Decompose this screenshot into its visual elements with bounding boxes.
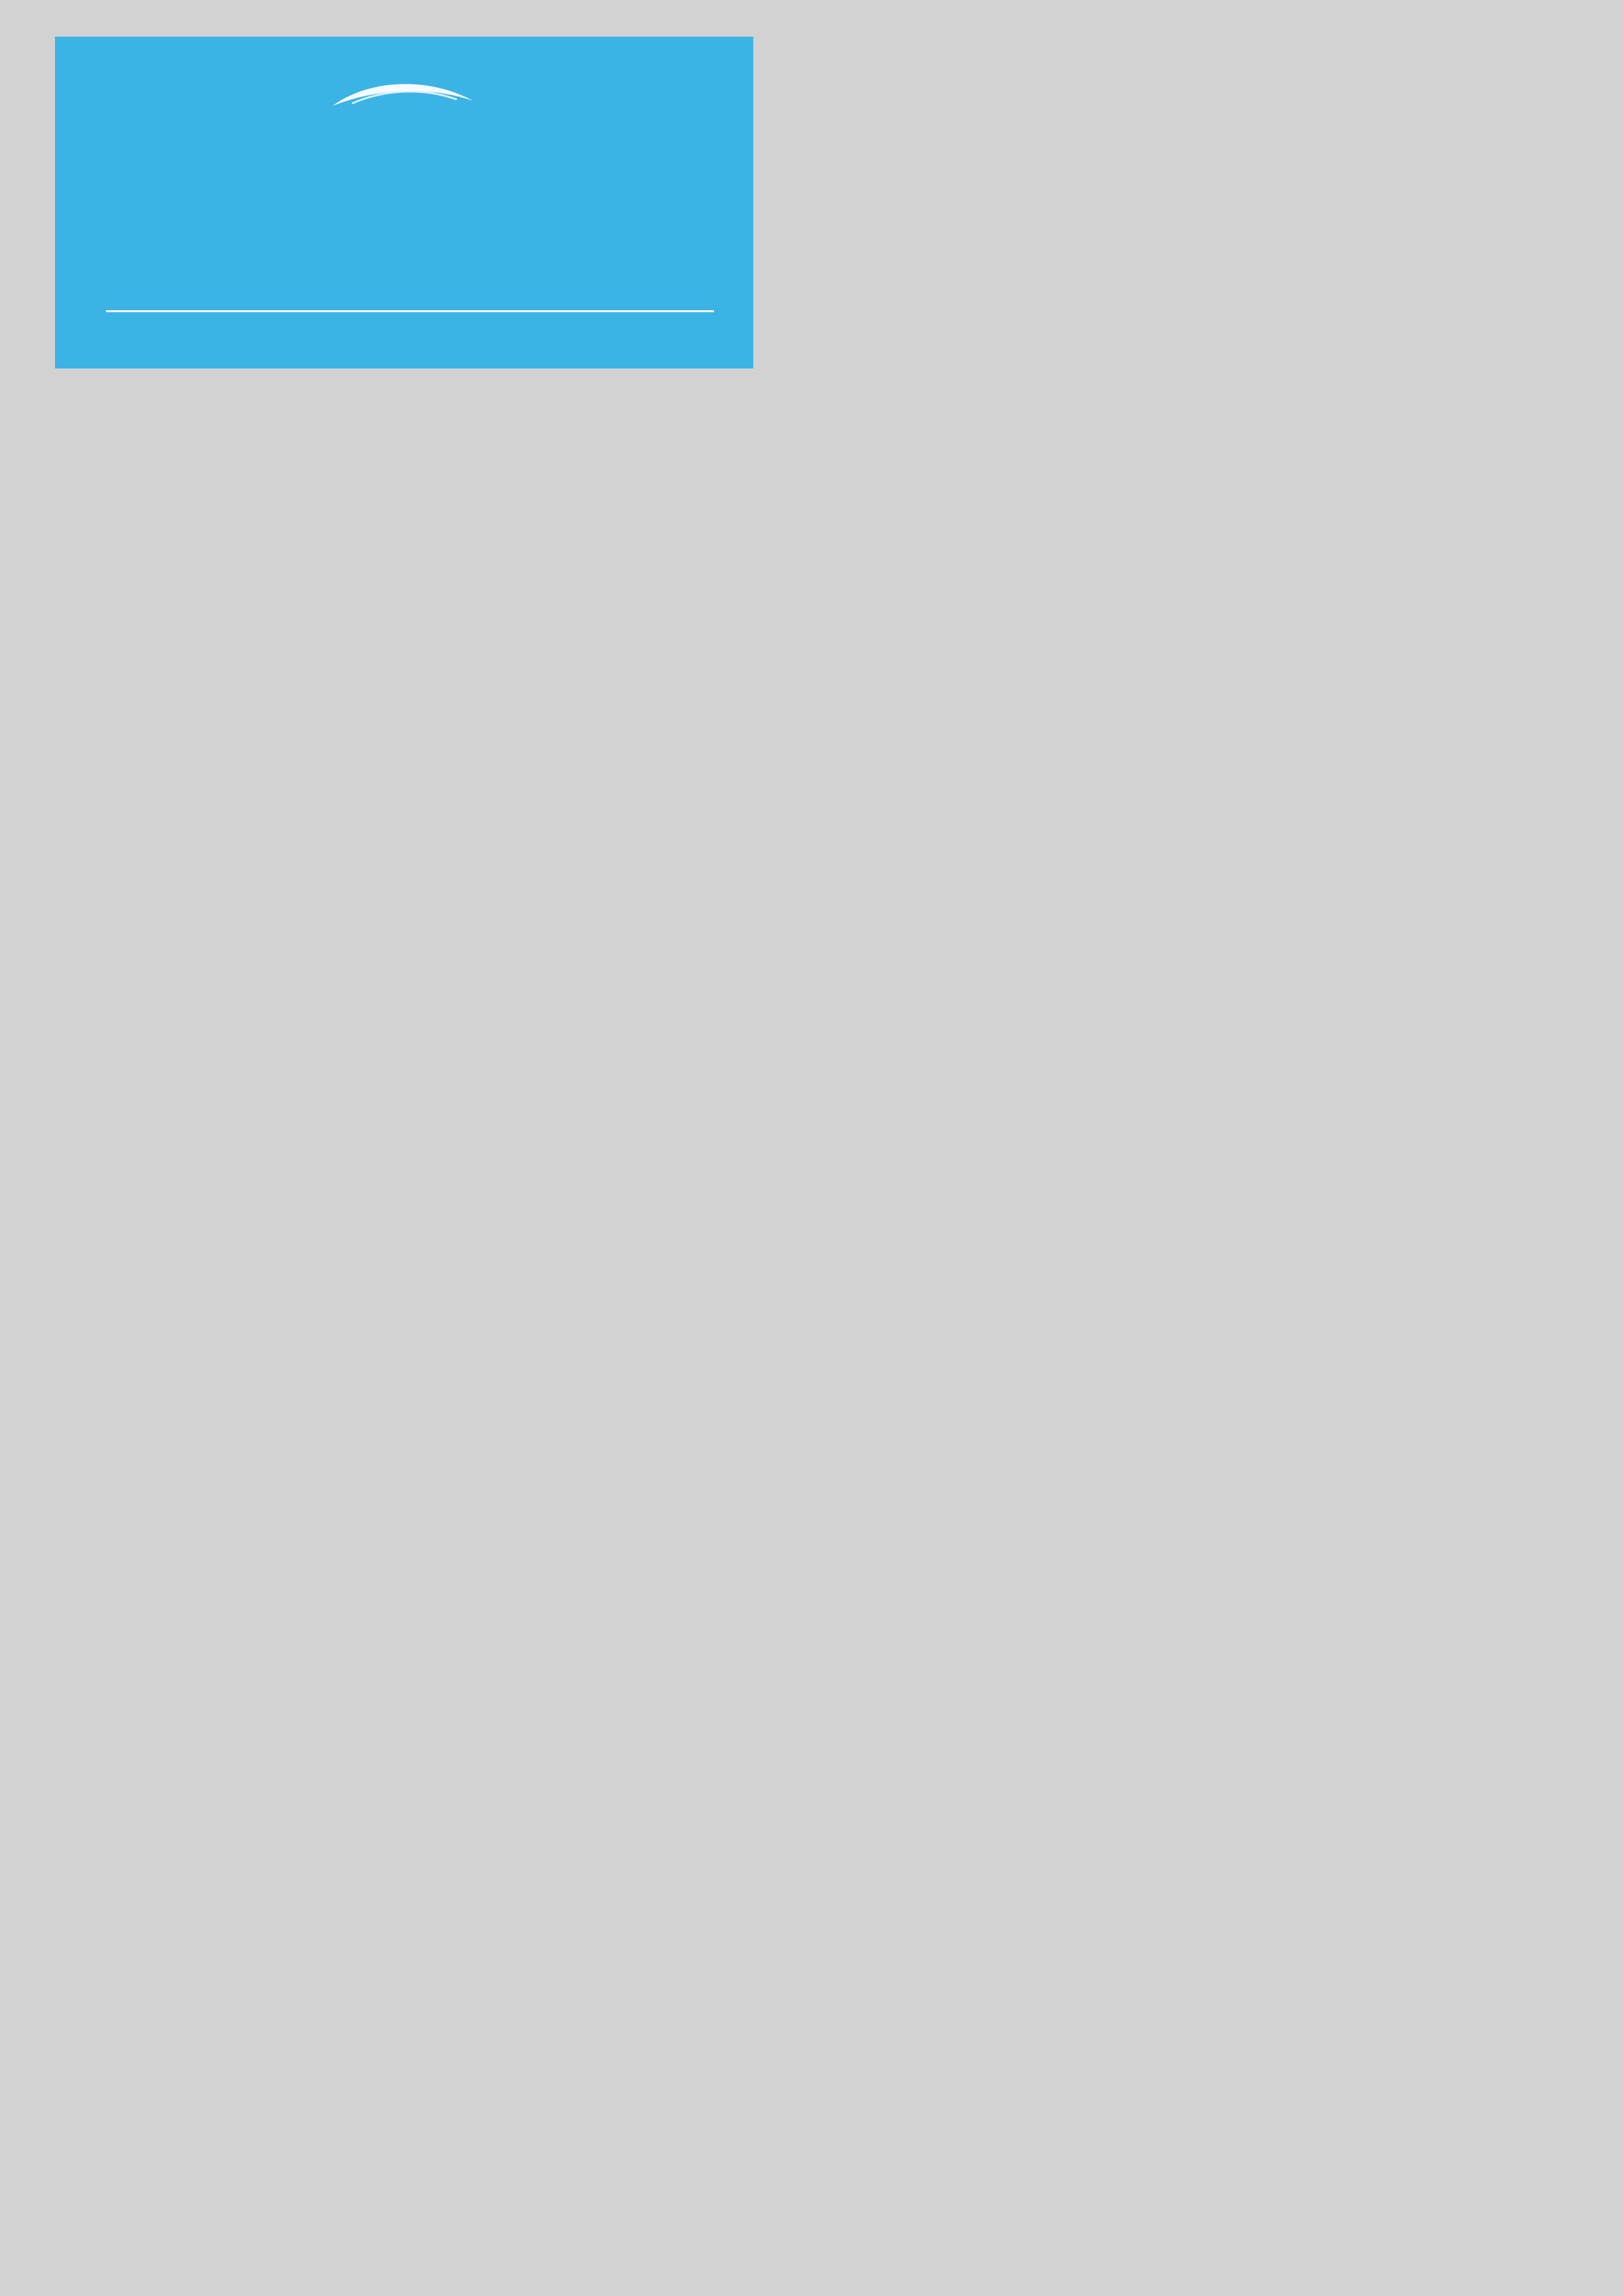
title-divider [106,310,714,312]
header-panel [55,37,753,368]
brand-logo-icon [55,75,753,147]
